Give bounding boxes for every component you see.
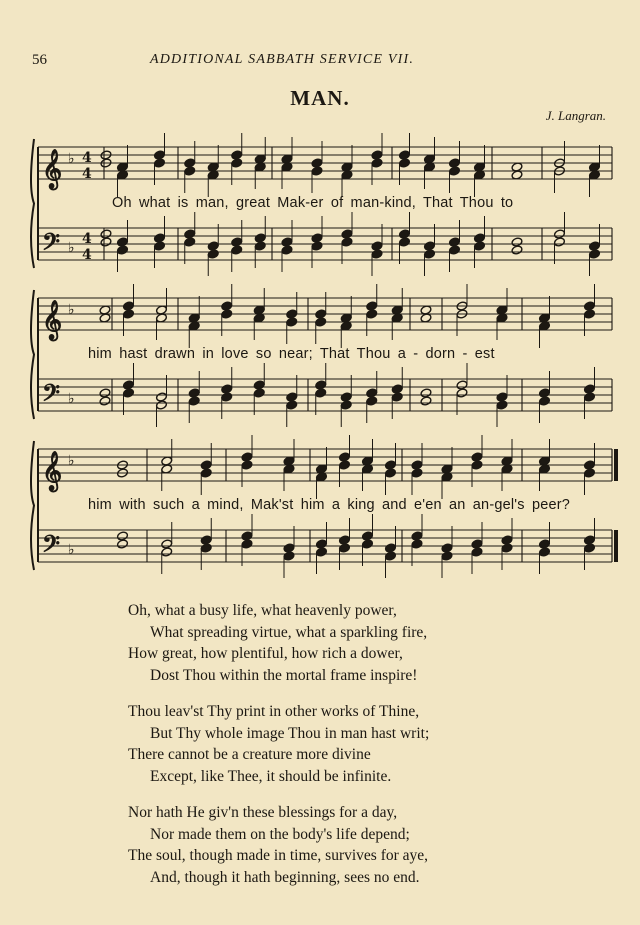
note-head xyxy=(539,547,551,557)
note-head xyxy=(391,392,403,402)
note-head xyxy=(554,237,566,247)
note-head xyxy=(371,150,383,160)
final-barline xyxy=(614,530,618,562)
note-head xyxy=(117,531,129,541)
note-head xyxy=(221,392,233,402)
note-head xyxy=(123,309,135,319)
treble-clef-icon: 𝄞 xyxy=(42,451,63,491)
note-head xyxy=(311,158,323,168)
note-head xyxy=(161,539,173,549)
note-head xyxy=(286,309,298,319)
note-head xyxy=(99,388,111,398)
time-signature: 4 xyxy=(82,231,92,247)
bass-clef-icon: 𝄢 xyxy=(42,530,61,563)
note-head xyxy=(123,301,135,311)
note-head xyxy=(456,388,468,398)
note-head xyxy=(391,384,403,394)
bass-clef-icon: 𝄢 xyxy=(42,228,61,261)
note-head xyxy=(511,237,523,247)
note-head xyxy=(366,309,378,319)
note-head xyxy=(281,237,293,247)
note-head xyxy=(221,384,233,394)
time-signature: 4 xyxy=(82,150,92,166)
note-head xyxy=(241,460,253,470)
note-head xyxy=(474,241,486,251)
note-head xyxy=(411,539,423,549)
note-head xyxy=(123,388,135,398)
running-head: ADDITIONAL SABBATH SERVICE VII. xyxy=(150,52,415,67)
lyric-line-system-3: him with such a mind, Mak'st him a king and e'en an an-gel's peer? xyxy=(88,497,571,513)
note-head xyxy=(584,468,596,478)
note-head xyxy=(231,158,243,168)
note-head xyxy=(362,531,374,541)
note-head xyxy=(584,309,596,319)
note-head xyxy=(188,388,200,398)
note-head xyxy=(311,233,323,243)
stanza-line: Thou leav'st Thy print in other works of Thine, xyxy=(128,703,420,720)
note-head xyxy=(207,249,219,259)
note-head xyxy=(184,166,196,176)
stanza-line: Dost Thou within the mortal frame inspire! xyxy=(150,666,418,684)
note-head xyxy=(254,241,266,251)
note-head xyxy=(371,249,383,259)
note-head xyxy=(283,543,295,553)
note-head xyxy=(341,237,353,247)
note-head xyxy=(99,396,111,406)
note-head xyxy=(161,547,173,557)
note-head xyxy=(471,539,483,549)
note-head xyxy=(474,233,486,243)
stanza xyxy=(128,802,429,888)
note-head xyxy=(241,531,253,541)
note-head xyxy=(589,241,601,251)
note-head xyxy=(496,392,508,402)
note-head xyxy=(456,380,468,390)
note-head xyxy=(286,317,298,327)
note-head xyxy=(188,396,200,406)
note-head xyxy=(366,388,378,398)
treble-clef-icon: 𝄞 xyxy=(42,300,63,340)
note-head xyxy=(584,460,596,470)
note-head xyxy=(221,309,233,319)
composer-credit: J. Langran. xyxy=(545,108,606,123)
stanza-line: Nor made them on the body's life depend; xyxy=(150,825,410,843)
treble-clef-icon: 𝄞 xyxy=(42,149,63,189)
note-head xyxy=(184,229,196,239)
note-head xyxy=(399,229,411,239)
final-barline xyxy=(614,449,618,481)
note-head xyxy=(366,396,378,406)
additional-stanzas xyxy=(128,600,429,903)
flat-icon: ♭ xyxy=(68,302,75,318)
note-head xyxy=(589,249,601,259)
lyric-line-system-2: him hast drawn in love so near; That Thou a - dorn - est xyxy=(88,346,495,362)
stanza-line: The soul, though made in time, survives for aye, xyxy=(128,847,429,864)
note-head xyxy=(539,539,551,549)
note-head xyxy=(184,237,196,247)
page-number: 56 xyxy=(32,52,47,68)
note-head xyxy=(471,452,483,462)
stanza-line: Oh, what a busy life, what heavenly power, xyxy=(128,602,397,619)
note-head xyxy=(471,547,483,557)
note-head xyxy=(371,158,383,168)
note-head xyxy=(501,535,513,545)
note-head xyxy=(254,233,266,243)
note-head xyxy=(339,452,351,462)
note-head xyxy=(449,166,461,176)
note-head xyxy=(539,396,551,406)
note-head xyxy=(117,245,129,255)
note-head xyxy=(399,237,411,247)
note-head xyxy=(366,301,378,311)
note-head xyxy=(154,233,166,243)
note-head xyxy=(253,380,265,390)
note-head xyxy=(411,460,423,470)
stanza-line: Except, like Thee, it should be infinite. xyxy=(150,767,392,785)
note-head xyxy=(449,245,461,255)
note-head xyxy=(156,400,168,410)
note-head xyxy=(441,551,453,561)
note-head xyxy=(315,317,327,327)
note-head xyxy=(449,237,461,247)
note-head xyxy=(471,460,483,470)
note-head xyxy=(231,150,243,160)
flat-icon: ♭ xyxy=(68,542,75,558)
note-head xyxy=(231,245,243,255)
note-head xyxy=(241,452,253,462)
note-head xyxy=(411,468,423,478)
note-head xyxy=(339,460,351,470)
system-bracket xyxy=(31,441,34,570)
note-head xyxy=(385,551,397,561)
flat-icon: ♭ xyxy=(68,391,75,407)
note-head xyxy=(340,400,352,410)
time-signature: 4 xyxy=(82,166,92,182)
note-head xyxy=(281,245,293,255)
note-head xyxy=(339,535,351,545)
note-head xyxy=(117,237,129,247)
note-head xyxy=(286,400,298,410)
note-head xyxy=(584,535,596,545)
note-head xyxy=(283,551,295,561)
note-head xyxy=(316,547,328,557)
stanza-line: What spreading virtue, what a sparkling fire, xyxy=(150,623,428,641)
note-head xyxy=(200,543,212,553)
flat-icon: ♭ xyxy=(68,151,75,167)
note-head xyxy=(424,249,436,259)
note-head xyxy=(341,229,353,239)
note-head xyxy=(311,166,323,176)
note-head xyxy=(117,539,129,549)
note-head xyxy=(385,543,397,553)
note-head xyxy=(399,158,411,168)
stanza-line: Nor hath He giv'n these blessings for a day, xyxy=(128,804,398,821)
note-head xyxy=(449,158,461,168)
note-head xyxy=(315,380,327,390)
note-head xyxy=(200,535,212,545)
note-head xyxy=(362,539,374,549)
stanza xyxy=(128,701,429,787)
note-head xyxy=(100,229,112,239)
note-head xyxy=(154,241,166,251)
note-head xyxy=(200,460,212,470)
note-head xyxy=(154,150,166,160)
note-head xyxy=(184,158,196,168)
stanza-line: How great, how plentiful, how rich a dower, xyxy=(128,645,403,662)
note-head xyxy=(207,241,219,251)
note-head xyxy=(496,400,508,410)
stanza xyxy=(128,600,429,686)
note-head xyxy=(241,539,253,549)
stanza-line: There cannot be a creature more divine xyxy=(128,746,371,763)
system-bracket xyxy=(31,290,34,419)
note-head xyxy=(315,309,327,319)
note-head xyxy=(311,241,323,251)
flat-icon: ♭ xyxy=(68,453,75,469)
note-head xyxy=(424,241,436,251)
note-head xyxy=(100,237,112,247)
time-signature: 4 xyxy=(82,247,92,263)
note-head xyxy=(231,237,243,247)
note-head xyxy=(420,388,432,398)
note-head xyxy=(123,380,135,390)
system-bracket xyxy=(31,139,34,268)
note-head xyxy=(554,229,566,239)
note-head xyxy=(221,301,233,311)
note-head xyxy=(584,543,596,553)
hymn-title: MAN. xyxy=(290,86,350,110)
note-head xyxy=(339,543,351,553)
stanza-line: And, though it hath beginning, sees no end. xyxy=(150,868,420,886)
note-head xyxy=(316,539,328,549)
note-head xyxy=(154,158,166,168)
flat-icon: ♭ xyxy=(68,240,75,256)
note-head xyxy=(584,384,596,394)
bass-clef-icon: 𝄢 xyxy=(42,379,61,412)
note-head xyxy=(200,468,212,478)
note-head xyxy=(156,392,168,402)
note-head xyxy=(253,388,265,398)
note-head xyxy=(420,396,432,406)
note-head xyxy=(511,245,523,255)
note-head xyxy=(315,388,327,398)
note-head xyxy=(371,241,383,251)
note-head xyxy=(385,468,397,478)
note-head xyxy=(539,388,551,398)
stanza-line: But Thy whole image Thou in man hast writ; xyxy=(150,724,430,742)
note-head xyxy=(441,543,453,553)
note-head xyxy=(399,150,411,160)
note-head xyxy=(385,460,397,470)
note-head xyxy=(584,392,596,402)
note-head xyxy=(340,392,352,402)
note-head xyxy=(411,531,423,541)
note-head xyxy=(501,543,513,553)
note-head xyxy=(286,392,298,402)
lyric-line-system-1: Oh what is man, great Mak-er of man-kind, That Thou to xyxy=(112,195,514,211)
note-head xyxy=(584,301,596,311)
